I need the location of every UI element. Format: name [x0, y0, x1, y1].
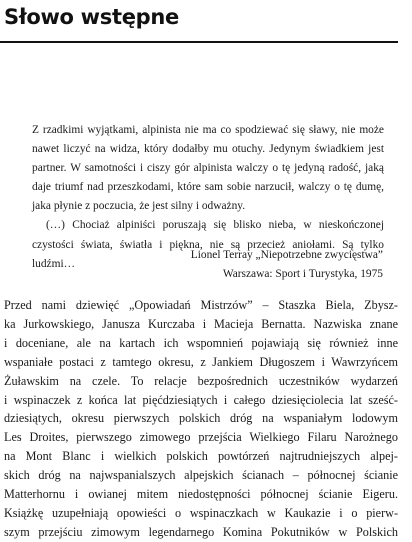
- body-line: wspaniałe postaci z tamtego okresu, z Jankiem Długoszem i Wawrzyńcem: [4, 354, 398, 369]
- body-line: na Mont Blanc i wielkich polskich powtórzeń najtrudniejszych alpej-: [4, 449, 398, 464]
- body-line: i doceniane, ale na kartach ich wspomnień pojawiają się również inne: [4, 335, 398, 350]
- page-header: [0, 0, 398, 44]
- page-title: Słowo wstępne: [4, 5, 179, 29]
- body-line: ka Jurkowskiego, Janusza Kurczaba i Macieja Bernatta. Nazwiska znane: [4, 316, 398, 331]
- attribution-author-work: Lionel Terray „Niepotrzebne zwycięstwa”: [190, 249, 383, 261]
- attribution-publisher: Warszawa: Sport i Turystyka, 1975: [222, 268, 383, 280]
- body-line: Matterhornu i owianej mitem niedostępności północnej ścianie Eigeru.: [4, 487, 398, 502]
- body-line: Przed nami dziewięć „Opowiadań Mistrzów” – Staszka Biela, Zbysz-: [4, 298, 398, 312]
- title-rule: [0, 41, 398, 43]
- body-line: dziesiątych, okresu pierwszych polskich dróg na wspaniałym lodowym: [4, 411, 398, 426]
- body-line: i wspinaczek z końca lat pięćdziesiątych i całego dziesięciolecia lat sześć-: [4, 392, 398, 407]
- body-line: szym przejściu zimowym legendarnego Komina Pokutników w Polskich: [4, 524, 398, 539]
- body-text: [4, 296, 398, 542]
- body-line: skich dróg na najwspanialszych alpejskich ścianach – północnej ścianie: [4, 468, 398, 483]
- body-line: Książkę uzupełniają opowieści o wspinaczkach w Kaukazie i o pierw-: [4, 505, 398, 520]
- quote-paragraph-1: Z rzadkimi wyjątkami, alpinista nie ma co spodziewać się sławy, nie może nawet liczyć na widza, który dodałby mu otuchy. Jedynym świadkiem jest partner. W samotności i ciszy gór alpinista walczy o tę jedyną radość, jaką daje triumf nad przeszkodami, które sam sobie narzucił, walczy o tę dumę, jaka płynie z poczucia, że jest silny i odważny.: [32, 124, 384, 213]
- quote-paragraph-2: (…) Chociaż alpiniści poruszają się blisko nieba, w nieskończonej czystości świata, światła i piękna, nie są przecież aniołami. Są tylko ludźmi…: [32, 219, 384, 270]
- body-line: Les Droites, pierwszego zimowego przejścia Wielkiego Filaru Narożnego: [4, 430, 398, 445]
- quote-attribution: [191, 246, 383, 284]
- body-line: Żuławskim na czele. To relacje bezpośrednich uczestników wydarzeń: [4, 373, 398, 388]
